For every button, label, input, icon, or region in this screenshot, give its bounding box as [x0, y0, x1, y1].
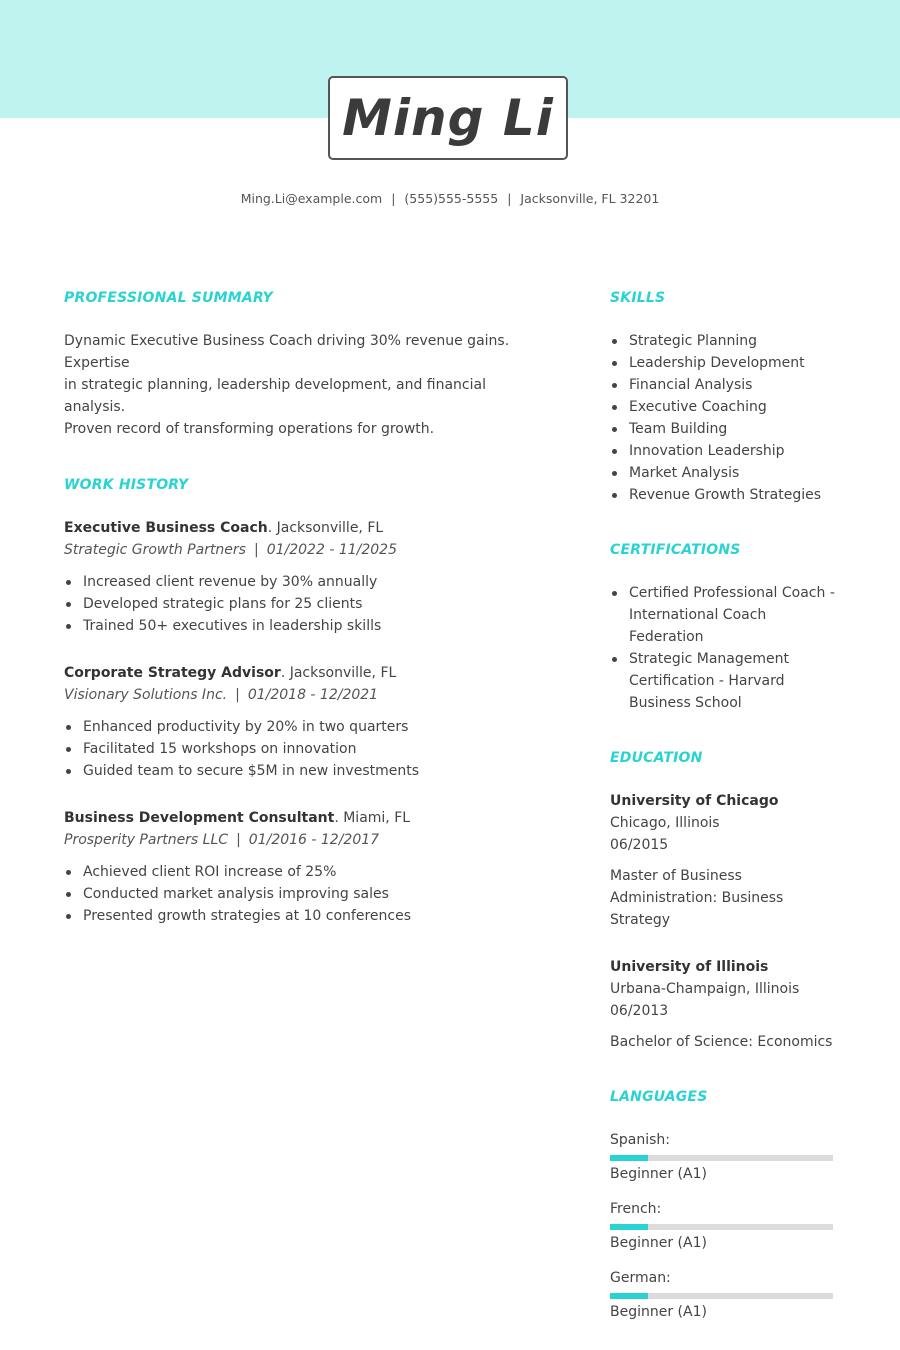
education-degree: Bachelor of Science: Economics [610, 1034, 833, 1050]
name-box [328, 76, 568, 160]
job-company-line [64, 829, 544, 851]
language-proficiency-bar [610, 1155, 833, 1161]
job-dates: 01/2018 - 12/2021 [247, 687, 379, 703]
language-proficiency-bar [610, 1224, 833, 1230]
job-bullet: Trained 50+ executives in leadership skills [64, 615, 544, 637]
contact-separator: | [391, 191, 396, 206]
skill-item: Leadership Development [610, 352, 845, 374]
job-location: . Miami, FL [334, 810, 411, 826]
skill-item: Market Analysis [610, 462, 845, 484]
contact-separator: | [507, 191, 512, 206]
summary-heading: PROFESSIONAL SUMMARY [64, 290, 273, 306]
languages-heading: LANGUAGES [610, 1089, 708, 1105]
education-date: 06/2013 [610, 1003, 669, 1019]
job-bullets [64, 571, 544, 637]
skills-heading: SKILLS [610, 290, 666, 306]
job-bullet: Facilitated 15 workshops on innovation [64, 738, 544, 760]
job-title-line [64, 517, 544, 539]
language-entry [610, 1198, 845, 1254]
job-company-line [64, 539, 544, 561]
job-bullet: Increased client revenue by 30% annually [64, 571, 544, 593]
education-degree: Master of Business Administration: Business Strategy [610, 868, 784, 928]
candidate-name: Ming Li [342, 89, 554, 147]
certification-item: Certified Professional Coach - International Coach Federation [610, 582, 845, 648]
job-title: Corporate Strategy Advisor [64, 665, 281, 681]
job-bullet: Achieved client ROI increase of 25% [64, 861, 544, 883]
job-entry [64, 517, 544, 637]
summary-line: Dynamic Executive Business Coach driving 30% revenue gains. Expertise [64, 333, 510, 371]
skill-item: Executive Coaching [610, 396, 845, 418]
summary-text [64, 330, 544, 440]
job-company: Strategic Growth Partners [64, 542, 246, 558]
job-title: Executive Business Coach [64, 520, 268, 536]
contact-phone: (555)555-5555 [404, 191, 499, 206]
education-school: University of Chicago [610, 793, 779, 809]
job-bullet: Conducted market analysis improving sales [64, 883, 544, 905]
language-entry [610, 1267, 845, 1323]
job-location: . Jacksonville, FL [267, 520, 384, 536]
language-entry [610, 1129, 845, 1185]
skill-item: Strategic Planning [610, 330, 845, 352]
job-entry [64, 662, 544, 782]
certifications-heading: CERTIFICATIONS [610, 542, 741, 558]
job-separator: | [253, 542, 259, 558]
job-title: Business Development Consultant [64, 810, 335, 826]
summary-line: Proven record of transforming operations for growth. [64, 421, 435, 437]
language-level: Beginner (A1) [610, 1166, 707, 1182]
contact-email: Ming.Li@example.com [240, 191, 383, 206]
language-level: Beginner (A1) [610, 1304, 707, 1320]
job-bullet: Guided team to secure $5M in new investments [64, 760, 544, 782]
education-entry [610, 790, 845, 931]
job-bullet: Presented growth strategies at 10 conferences [64, 905, 544, 927]
job-entry [64, 807, 544, 927]
job-company-line [64, 684, 544, 706]
language-proficiency-fill [610, 1224, 648, 1230]
job-company: Prosperity Partners LLC [64, 832, 229, 848]
education-school: University of Illinois [610, 959, 769, 975]
left-column [64, 290, 544, 927]
language-level: Beginner (A1) [610, 1235, 707, 1251]
education-entry [610, 956, 845, 1053]
job-separator: | [235, 687, 240, 703]
language-name: Spanish: [610, 1132, 670, 1148]
summary-line: in strategic planning, leadership development, and financial analysis. [64, 377, 486, 415]
job-separator: | [236, 832, 241, 848]
skill-item: Financial Analysis [610, 374, 845, 396]
job-bullet: Enhanced productivity by 20% in two quarters [64, 716, 544, 738]
job-company: Visionary Solutions Inc. [64, 687, 228, 703]
skill-item: Innovation Leadership [610, 440, 845, 462]
certification-item: Strategic Management Certification - Harvard Business School [610, 648, 845, 714]
language-proficiency-bar [610, 1293, 833, 1299]
job-bullets [64, 861, 544, 927]
education-date: 06/2015 [610, 837, 669, 853]
job-bullets [64, 716, 544, 782]
skill-item: Team Building [610, 418, 845, 440]
job-bullet: Developed strategic plans for 25 clients [64, 593, 544, 615]
contact-location: Jacksonville, FL 32201 [520, 191, 660, 206]
contact-line [0, 191, 900, 206]
language-name: German: [610, 1270, 671, 1286]
job-title-line [64, 662, 544, 684]
job-dates: 01/2016 - 12/2017 [248, 832, 380, 848]
language-name: French: [610, 1201, 662, 1217]
language-proficiency-fill [610, 1155, 648, 1161]
right-column [610, 290, 845, 1323]
work-history-heading: WORK HISTORY [64, 477, 189, 493]
skills-list [610, 330, 845, 506]
skill-item: Revenue Growth Strategies [610, 484, 845, 506]
education-place: Urbana-Champaign, Illinois [610, 981, 800, 997]
job-location: . Jacksonville, FL [280, 665, 397, 681]
job-dates: 01/2022 - 11/2025 [266, 542, 397, 558]
language-proficiency-fill [610, 1293, 648, 1299]
education-place: Chicago, Illinois [610, 815, 720, 831]
certifications-list [610, 582, 845, 714]
education-heading: EDUCATION [610, 750, 703, 766]
job-title-line [64, 807, 544, 829]
